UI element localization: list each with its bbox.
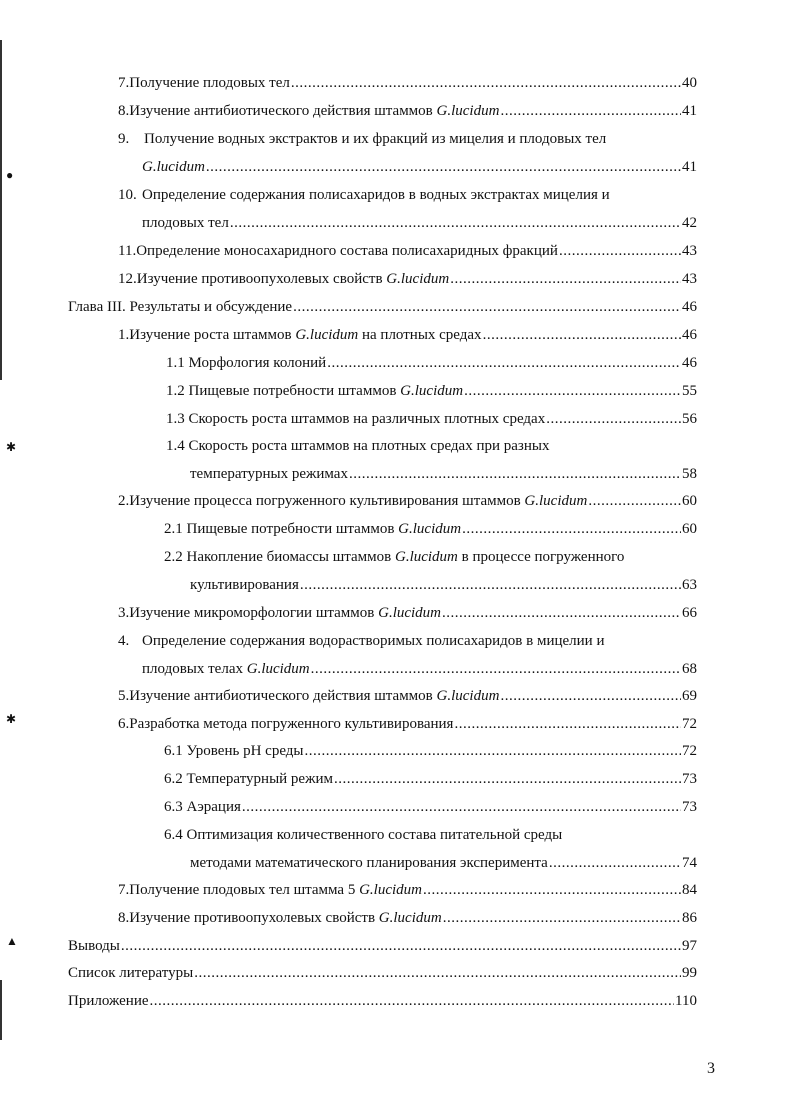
entry-title-text: Изучение процесса погруженного культивирования штаммов	[129, 493, 525, 509]
entry-title	[142, 632, 604, 650]
entry-number: 9.	[118, 131, 130, 147]
dot-leader	[311, 660, 681, 678]
entry-title	[166, 410, 545, 428]
toc-entry[interactable]	[166, 382, 697, 400]
toc-entry[interactable]	[118, 632, 697, 678]
toc-entry[interactable]	[118, 242, 697, 260]
entry-title	[129, 909, 441, 927]
species-name: G.lucidum	[436, 688, 500, 704]
species-name: G.lucidum	[246, 661, 310, 677]
toc-entry[interactable]	[68, 964, 697, 982]
entry-page-number: 72	[682, 743, 697, 759]
entry-number: 10.	[118, 187, 137, 203]
entry-title	[129, 687, 499, 705]
dot-leader	[483, 326, 681, 344]
species-name: G.lucidum	[398, 521, 462, 537]
toc-entry[interactable]	[68, 937, 697, 955]
toc-entry[interactable]	[118, 909, 697, 927]
dot-leader	[549, 854, 681, 872]
toc-entry[interactable]	[118, 687, 697, 705]
entry-title-text: Изучение противоопухолевых свойств	[129, 910, 379, 926]
entry-title-text: Изучение роста штаммов	[129, 327, 296, 343]
entry-page-number: 86	[682, 910, 697, 926]
scan-mark-icon: ▲	[6, 934, 18, 948]
toc-entry[interactable]	[68, 298, 697, 316]
species-name: G.lucidum	[295, 327, 359, 343]
entry-title-continuation	[190, 854, 548, 872]
entry-title	[164, 548, 624, 566]
scan-margin-line	[0, 980, 2, 1040]
dot-leader	[443, 909, 681, 927]
entry-title-continuation	[190, 465, 348, 483]
species-name: G.lucidum	[378, 605, 442, 621]
entry-title-text: на плотных средах	[358, 327, 482, 343]
entry-title	[144, 130, 606, 148]
entry-title	[164, 798, 241, 816]
species-name: G.lucidum	[359, 882, 423, 898]
entry-title-continuation	[142, 214, 229, 232]
scan-margin-line	[0, 40, 2, 380]
entry-title	[166, 437, 549, 455]
entry-title-text: плодовых тел	[142, 215, 229, 231]
entry-title	[129, 492, 587, 510]
species-name: G.lucidum	[524, 493, 588, 509]
toc-entry[interactable]	[166, 410, 697, 428]
entry-title	[166, 382, 463, 400]
entry-title	[129, 326, 481, 344]
entry-page-number: 69	[682, 688, 697, 704]
toc-entry[interactable]	[164, 520, 697, 538]
toc-entry[interactable]	[164, 798, 697, 816]
entry-title-text: Получение плодовых тел штамма 5	[129, 882, 360, 898]
entry-title-text: 1.4 Скорость роста штаммов на плотных средах при разных	[166, 438, 550, 454]
toc-entry[interactable]	[68, 992, 697, 1010]
dot-leader	[150, 992, 675, 1010]
entry-title-text: Определение моносахаридного состава полисахаридных фракций	[136, 243, 558, 259]
toc-entry[interactable]	[164, 742, 697, 760]
entry-title-text: Изучение антибиотического действия штаммов	[129, 103, 437, 119]
entry-title-text: методами математического планирования эксперимента	[190, 855, 548, 871]
toc-entry[interactable]	[118, 604, 697, 622]
entry-title	[129, 715, 453, 733]
dot-leader	[300, 576, 681, 594]
entry-page-number: 46	[682, 299, 697, 315]
toc-entry[interactable]	[164, 770, 697, 788]
entry-number: 8.	[118, 910, 130, 926]
dot-leader	[291, 74, 681, 92]
dot-leader	[206, 158, 681, 176]
toc-entry[interactable]	[166, 354, 697, 372]
entry-page-number: 42	[682, 215, 697, 231]
toc-entry[interactable]	[118, 492, 697, 510]
scan-mark-icon: ✱	[6, 440, 17, 454]
toc-entry[interactable]	[118, 130, 697, 176]
entry-number: 4.	[118, 633, 130, 649]
entry-title	[136, 242, 558, 260]
dot-leader	[194, 964, 681, 982]
dot-leader	[423, 881, 681, 899]
entry-page-number: 41	[682, 103, 697, 119]
dot-leader	[588, 492, 681, 510]
entry-page-number: 99	[682, 965, 697, 981]
entry-title-text: 1.2 Пищевые потребности штаммов	[166, 383, 401, 399]
entry-title-text: 6.1 Уровень pH среды	[164, 743, 304, 759]
dot-leader	[334, 770, 681, 788]
toc-entry[interactable]	[118, 715, 697, 733]
species-name: G.lucidum	[378, 910, 442, 926]
entry-page-number: 60	[682, 521, 697, 537]
entry-title	[166, 354, 326, 372]
entry-title-text: Изучение противоопухолевых свойств	[136, 271, 387, 287]
entry-page-number: 43	[682, 243, 697, 259]
entry-title-text: Определение содержания водорастворимых полисахаридов в мицелии и	[142, 633, 605, 649]
entry-number: 8.	[118, 103, 130, 119]
entry-page-number: 60	[682, 493, 697, 509]
dot-leader	[450, 270, 681, 288]
entry-title	[164, 826, 562, 844]
dot-leader	[500, 102, 681, 120]
entry-page-number: 68	[682, 661, 697, 677]
species-name: G.lucidum	[386, 271, 450, 287]
dot-leader	[327, 354, 681, 372]
entry-page-number: 40	[682, 75, 697, 91]
entry-page-number: 73	[682, 799, 697, 815]
entry-number: 1.	[118, 327, 130, 343]
entry-page-number: 97	[682, 938, 697, 954]
entry-title-text: Разработка метода погруженного культивирования	[129, 716, 454, 732]
species-name: G.lucidum	[142, 159, 205, 175]
entry-title-text: 2.1 Пищевые потребности штаммов	[164, 521, 399, 537]
entry-title	[142, 186, 610, 204]
entry-page-number: 46	[682, 327, 697, 343]
entry-title	[129, 102, 499, 120]
entry-page-number: 56	[682, 411, 697, 427]
entry-title-text: температурных режимах	[190, 466, 348, 482]
entry-page-number: 55	[682, 383, 697, 399]
dot-leader	[121, 937, 681, 955]
toc-entry[interactable]	[166, 437, 697, 483]
entry-title-text: Глава III. Результаты и обсуждение	[68, 299, 293, 315]
toc-entry[interactable]	[118, 881, 697, 899]
entry-number: 3.	[118, 605, 130, 621]
entry-page-number: 110	[675, 993, 697, 1009]
toc-entry[interactable]	[118, 186, 697, 232]
toc-entry[interactable]	[118, 102, 697, 120]
entry-title	[129, 74, 290, 92]
entry-title-text: Изучение антибиотического действия штаммов	[129, 688, 437, 704]
scan-mark-icon: ●	[6, 168, 14, 182]
entry-title-text: 1.1 Морфология колоний	[166, 355, 327, 371]
entry-title-text: 6.4 Оптимизация количественного состава питательной среды	[164, 827, 563, 843]
dot-leader	[242, 798, 681, 816]
entry-title	[164, 770, 333, 788]
entry-title-continuation	[142, 660, 310, 678]
entry-number: 7.	[118, 882, 130, 898]
entry-title	[68, 298, 292, 316]
species-name: G.lucidum	[436, 103, 500, 119]
entry-page-number: 73	[682, 771, 697, 787]
toc-entry[interactable]	[118, 326, 697, 344]
entry-page-number: 43	[682, 271, 697, 287]
dot-leader	[304, 742, 681, 760]
toc-entry[interactable]	[164, 826, 697, 872]
entry-title-text: Определение содержания полисахаридов в водных экстрактах мицелия и	[142, 187, 610, 203]
entry-title	[164, 742, 303, 760]
species-name: G.lucidum	[400, 383, 464, 399]
entry-title	[68, 992, 149, 1010]
entry-title	[68, 937, 120, 955]
entry-title-text: 6.2 Температурный режим	[164, 771, 333, 787]
entry-number: 5.	[118, 688, 130, 704]
entry-page-number: 74	[682, 855, 697, 871]
entry-title-text: Выводы	[68, 938, 120, 954]
entry-title	[137, 270, 449, 288]
entry-title-text: плодовых телах	[142, 661, 247, 677]
entry-page-number: 66	[682, 605, 697, 621]
toc-entry[interactable]	[118, 270, 697, 288]
entry-title-text: Приложение	[68, 993, 149, 1009]
entry-number: 2.	[118, 493, 130, 509]
dot-leader	[462, 520, 681, 538]
dot-leader	[546, 410, 681, 428]
entry-page-number: 58	[682, 466, 697, 482]
entry-title-text: Получение водных экстрактов и их фракций из мицелия и плодовых тел	[144, 131, 607, 147]
entry-title-text: Изучение микроморфологии штаммов	[129, 605, 379, 621]
entry-page-number: 84	[682, 882, 697, 898]
dot-leader	[349, 465, 681, 483]
dot-leader	[500, 687, 681, 705]
entry-title	[129, 881, 422, 899]
entry-title	[129, 604, 441, 622]
species-name: G.lucidum	[394, 549, 458, 565]
entry-number: 7.	[118, 75, 130, 91]
toc-entry[interactable]	[118, 74, 697, 92]
entry-title-text: Список литературы	[68, 965, 194, 981]
entry-number: 11.	[118, 243, 137, 259]
entry-title-text: 6.3 Аэрация	[164, 799, 241, 815]
entry-title	[68, 964, 193, 982]
dot-leader	[293, 298, 681, 316]
entry-title-continuation	[190, 576, 299, 594]
entry-title-text: 2.2 Накопление биомассы штаммов	[164, 549, 395, 565]
entry-page-number: 63	[682, 577, 697, 593]
entry-page-number: 46	[682, 355, 697, 371]
toc-entry[interactable]	[164, 548, 697, 594]
scan-mark-icon: ✱	[6, 712, 17, 726]
page-number: 3	[707, 1060, 715, 1077]
entry-title-text: Получение плодовых тел	[129, 75, 290, 91]
dot-leader	[230, 214, 681, 232]
entry-title-text: в процессе погруженного	[457, 549, 625, 565]
entry-number: 6.	[118, 716, 130, 732]
entry-title	[164, 520, 461, 538]
dot-leader	[442, 604, 681, 622]
entry-number: 12.	[118, 271, 137, 287]
entry-title-continuation	[142, 158, 205, 176]
dot-leader	[454, 715, 681, 733]
dot-leader	[559, 242, 681, 260]
entry-page-number: 72	[682, 716, 697, 732]
entry-title-text: культивирования	[190, 577, 299, 593]
entry-title-text: 1.3 Скорость роста штаммов на различных плотных средах	[166, 411, 546, 427]
dot-leader	[464, 382, 681, 400]
entry-page-number: 41	[682, 159, 697, 175]
